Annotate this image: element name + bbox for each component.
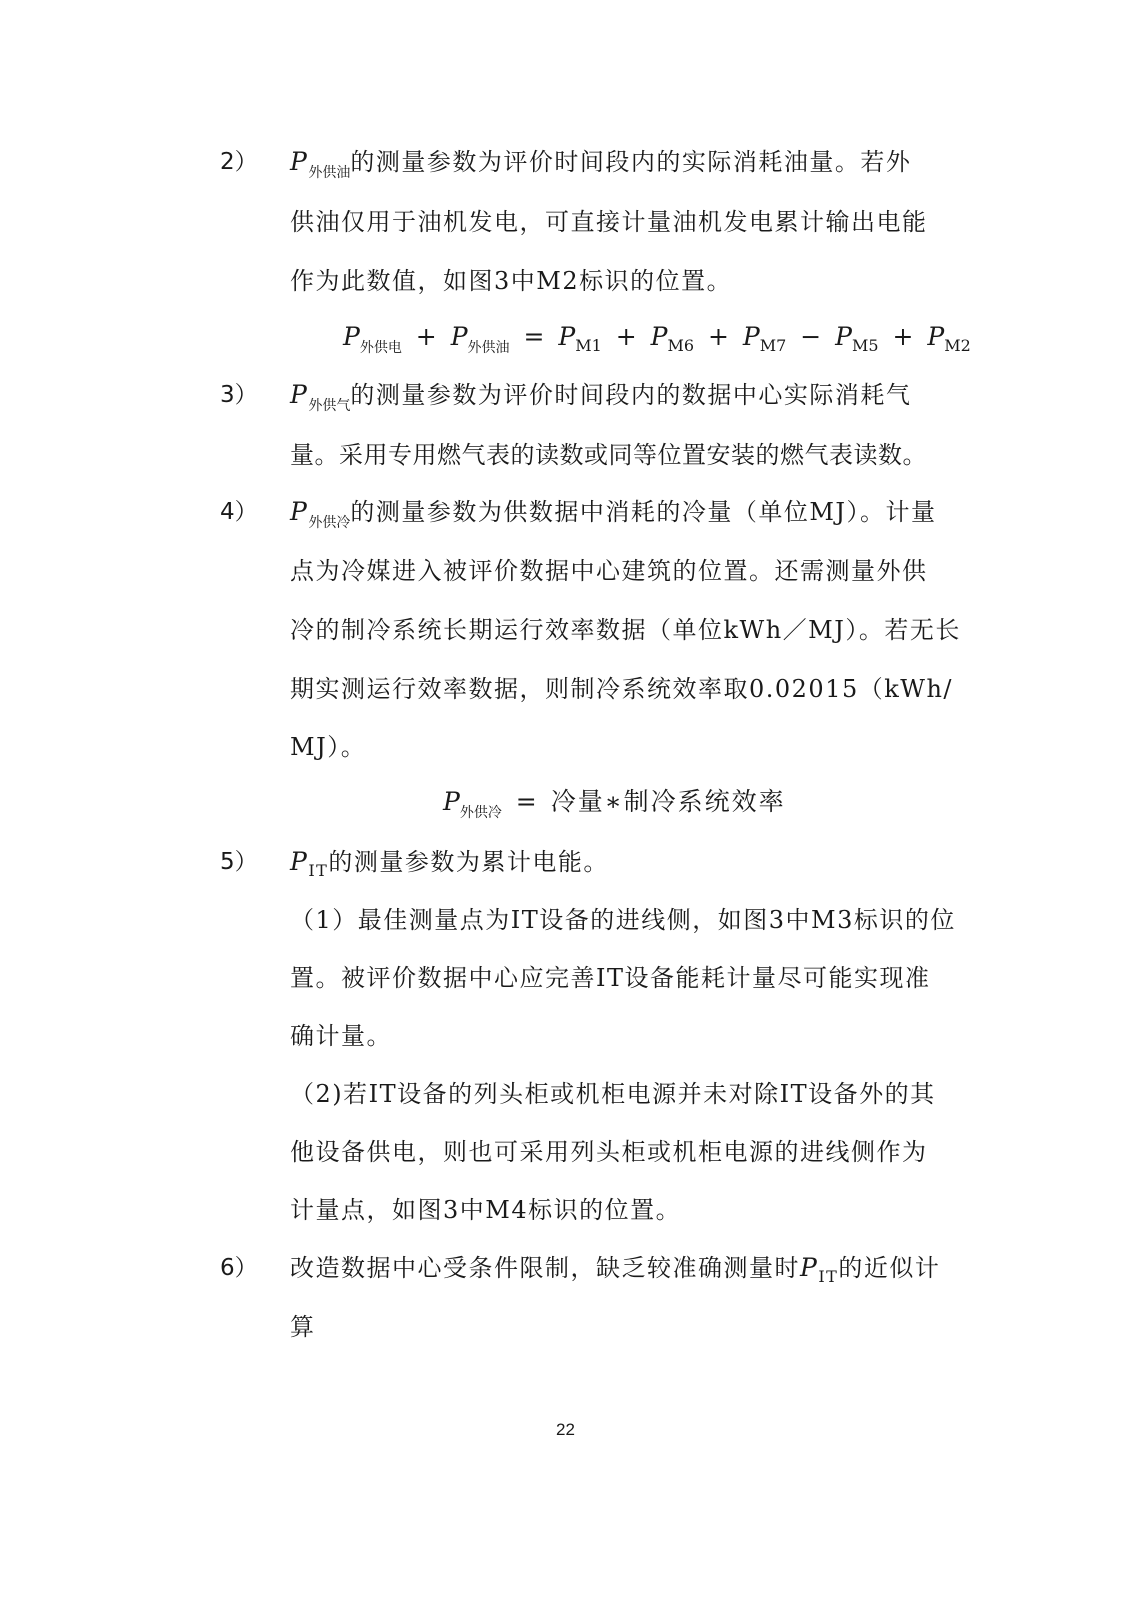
line-text: 的测量参数为评价时间段内的数据中心实际消耗气	[350, 381, 912, 409]
symbol-p: P	[290, 147, 309, 176]
text-line: （1）最佳测量点为IT设备的进线侧，如图3中M3标识的位	[290, 906, 956, 934]
symbol-p: P	[927, 322, 945, 351]
symbol-subscript: M5	[851, 336, 879, 355]
text-line: 冷的制冷系统长期运行效率数据（单位kWh／MJ）。若无长	[290, 616, 961, 644]
symbol-p: P	[343, 322, 360, 351]
plus-operator: +	[892, 322, 914, 351]
equals-operator: =	[515, 787, 537, 816]
symbol-subscript: IT	[308, 861, 329, 880]
symbol-subscript: 外供电	[359, 340, 402, 356]
text-line: 供油仅用于油机发电，可直接计量油机发电累计输出电能	[290, 208, 928, 236]
symbol-p: P	[290, 497, 309, 526]
text-line: 确计量。	[290, 1022, 392, 1050]
symbol-subscript: 外供油	[467, 340, 510, 356]
text-line	[290, 147, 911, 181]
text-line	[290, 380, 911, 414]
text-line: 他设备供电，则也可采用列头柜或机柜电源的进线侧作为	[290, 1138, 928, 1166]
symbol-p: P	[290, 380, 309, 409]
text-line: 算	[290, 1313, 316, 1341]
text-line: 作为此数值，如图3中M2标识的位置。	[290, 267, 733, 295]
symbol-p: P	[558, 322, 576, 351]
symbol-subscript: IT	[818, 1267, 839, 1286]
equation-2	[443, 787, 786, 821]
symbol-p: P	[835, 322, 852, 351]
text-line: 点为冷媒进入被评价数据中心建筑的位置。还需测量外供	[290, 557, 928, 585]
item-number: 6）	[220, 1255, 258, 1281]
text-line	[290, 1253, 940, 1286]
minus-operator: −	[800, 322, 822, 351]
page-number: 22	[556, 1420, 575, 1439]
symbol-subscript: 外供油	[308, 165, 351, 181]
plus-operator: +	[415, 322, 437, 351]
line-text: 的测量参数为评价时间段内的实际消耗油量。若外	[350, 148, 912, 176]
symbol-subscript: 外供气	[308, 398, 351, 414]
text-line: 置。被评价数据中心应完善IT设备能耗计量尽可能实现准	[290, 964, 931, 992]
item-number: 5）	[220, 849, 258, 875]
text-line	[290, 847, 609, 880]
line-text: 改造数据中心受条件限制，缺乏较准确测量时	[290, 1254, 800, 1282]
line-text: 的近似计	[838, 1254, 941, 1282]
symbol-p: P	[443, 787, 460, 816]
equals-operator: =	[523, 322, 545, 351]
symbol-subscript: 外供冷	[459, 805, 502, 821]
item-number: 4）	[220, 499, 258, 525]
equation-1	[343, 322, 971, 356]
item-number: 2）	[220, 149, 258, 175]
text-line: 计量点，如图3中M4标识的位置。	[290, 1196, 682, 1224]
symbol-subscript: M2	[944, 336, 971, 355]
equation-rhs: 冷量∗制冷系统效率	[550, 787, 786, 816]
symbol-p: P	[650, 322, 668, 351]
symbol-p: P	[800, 1253, 819, 1282]
plus-operator: +	[707, 322, 729, 351]
symbol-p: P	[450, 322, 468, 351]
line-text: 的测量参数为累计电能。	[328, 848, 609, 876]
symbol-p: P	[290, 847, 309, 876]
symbol-subscript: M1	[575, 336, 602, 355]
item-number: 3）	[220, 382, 258, 408]
line-text: 的测量参数为供数据中消耗的冷量（单位MJ）。计量	[350, 498, 937, 526]
symbol-subscript: M6	[667, 336, 695, 355]
text-line: 量。采用专用燃气表的读数或同等位置安装的燃气表读数。	[290, 441, 927, 469]
text-line	[290, 497, 937, 531]
symbol-p: P	[742, 322, 760, 351]
symbol-subscript: 外供冷	[308, 515, 351, 531]
plus-operator: +	[615, 322, 637, 351]
text-line: MJ）。	[290, 733, 367, 761]
symbol-subscript: M7	[759, 336, 787, 355]
text-line: 期实测运行效率数据，则制冷系统效率取0.02015（kWh/	[290, 675, 953, 703]
text-line: （2)若IT设备的列头柜或机柜电源并未对除IT设备外的其	[290, 1080, 936, 1108]
